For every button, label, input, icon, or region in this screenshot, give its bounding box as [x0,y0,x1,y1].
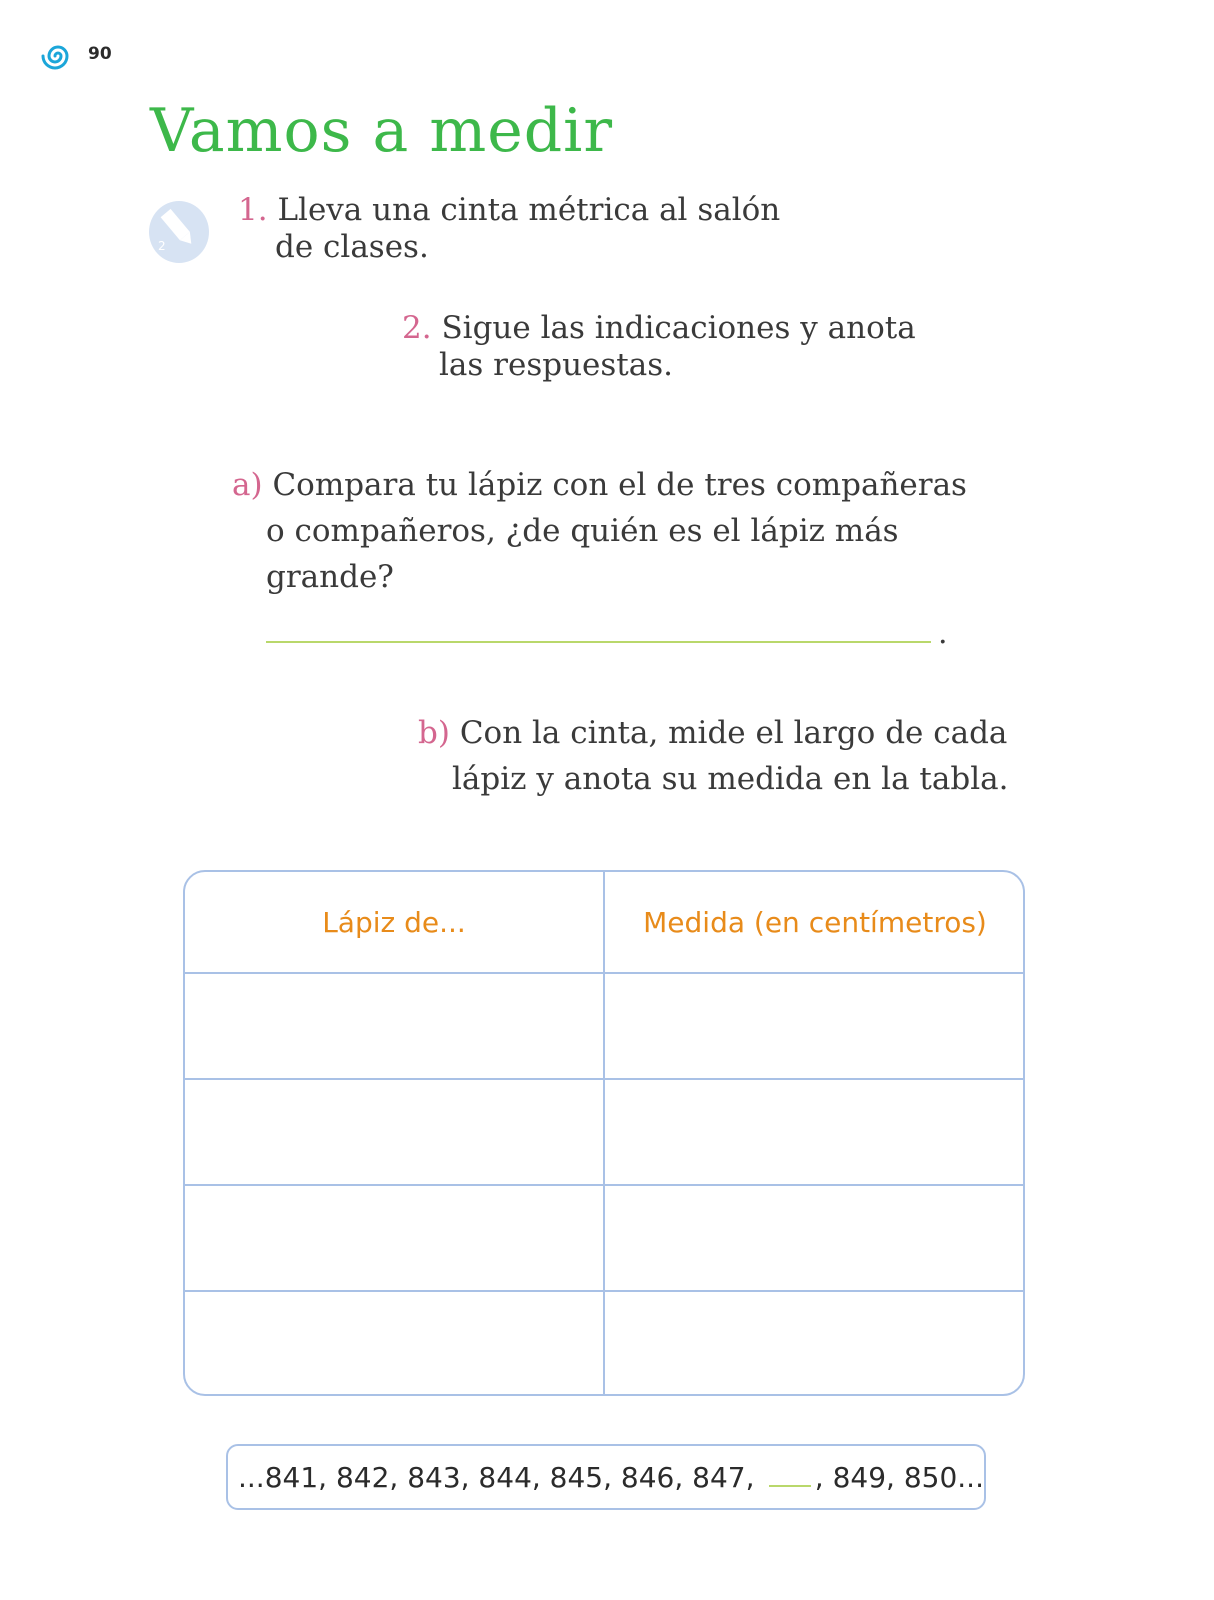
table-header-measure: Medida (en centímetros) [643,905,987,939]
table-cell-pencil[interactable] [185,1292,603,1396]
question-label: a) [232,467,263,503]
question-label: b) [418,715,450,751]
instruction-1 [238,192,780,266]
table-cell-measure[interactable] [605,1186,1025,1290]
table-cell-measure[interactable] [605,1292,1025,1396]
sequence-after: , 849, 850... [814,1460,984,1494]
instruction-text: de clases. [275,229,429,265]
instruction-number: 2. [402,310,432,346]
instruction-text: Sigue las indicaciones y anota [441,310,916,346]
page-number: 90 [88,44,112,64]
question-text: o compañeros, ¿de quién es el lápiz más [266,513,899,549]
sequence-blank[interactable] [769,1467,811,1487]
question-b [418,710,1008,802]
pencil-icon [148,198,212,264]
answer-period: . [938,616,948,651]
number-sequence [226,1444,986,1510]
table-cell-measure[interactable] [605,1080,1025,1184]
spiral-logo-icon [38,36,78,76]
question-a [232,462,967,600]
question-text: lápiz y anota su medida en la tabla. [452,761,1009,797]
instruction-text: Lleva una cinta métrica al salón [277,192,781,228]
table-cell-pencil[interactable] [185,974,603,1078]
table-cell-measure[interactable] [605,974,1025,1078]
instruction-2 [402,310,916,384]
question-text: Con la cinta, mide el largo de cada [459,715,1008,751]
instruction-text: las respuestas. [439,347,673,383]
svg-text:2: 2 [158,239,166,253]
instruction-number: 1. [238,192,268,228]
table-cell-pencil[interactable] [185,1080,603,1184]
table-cell-pencil[interactable] [185,1186,603,1290]
table-header-pencil: Lápiz de... [322,905,466,939]
question-text: Compara tu lápiz con el de tres compañeras [272,467,967,503]
answer-line[interactable] [266,641,931,643]
measurement-table [183,870,1025,1396]
question-text: grande? [266,559,394,595]
sequence-before: ...841, 842, 843, 844, 845, 846, 847, [238,1460,755,1494]
page-title: Vamos a medir [150,96,613,166]
